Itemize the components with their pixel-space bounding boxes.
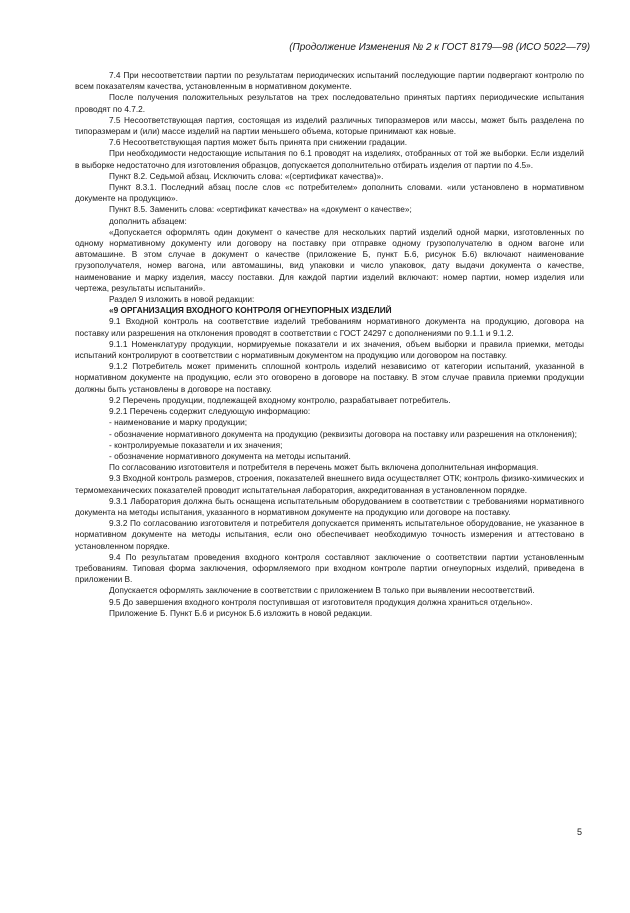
page-number: 5 xyxy=(576,827,582,837)
paragraph: 9.3 Входной контроль размеров, строения, показателей внешнего вида осуществляет ОТК; контроль физико-химических и термомеханических показателей проводит испытательная лаборатория, аккредитованная в установленном порядке. xyxy=(75,473,584,495)
paragraph: По согласованию изготовителя и потребителя в перечень может быть включена дополнительная информация. xyxy=(109,462,539,473)
paragraph: 9.2.1 Перечень содержит следующую информацию: xyxy=(109,406,311,417)
paragraph: Раздел 9 изложить в новой редакции: xyxy=(109,294,255,305)
paragraph: При необходимости недостающие испытания по 6.1 проводят на изделиях, отобранных от той же выборки. Если изделий в выборке недостаточно для изготовления образцов, допускается дополнительно отбирать изделия от партии по 4.5». xyxy=(75,148,584,170)
paragraph: После получения положительных результатов на трех последовательно принятых партиях периодические испытания проводят по 4.7.2. xyxy=(75,92,584,114)
list-item: - контролируемые показатели и их значения; xyxy=(109,439,283,450)
paragraph: Приложение Б. Пункт Б.6 и рисунок Б.6 изложить в новой редакции. xyxy=(109,607,373,618)
paragraph: Пункт 8.2. Седьмой абзац. Исключить слова: «(сертификат качества)». xyxy=(109,170,384,181)
paragraph: дополнить абзацем: xyxy=(109,215,187,226)
paragraph: 7.6 Несоответствующая партия может быть принята при снижении градации. xyxy=(109,137,408,148)
paragraph: Допускается оформлять заключение в соответствии с приложением В только при выявлении несоответствий. xyxy=(109,585,535,596)
paragraph: 9.3.2 По согласованию изготовителя и потребителя допускается применять испытательное оборудование, не указанное в нормативном документе на методы испытания, если оно обеспечивает необходимую точность измерения и аттестовано в установленном порядке. xyxy=(75,518,584,551)
page-header: (Продолжение Изменения № 2 к ГОСТ 8179—98 (ИСО 5022—79) xyxy=(289,42,590,53)
paragraph: 9.5 До завершения входного контроля поступившая от изготовителя продукция должна храниться отдельно». xyxy=(109,596,533,607)
paragraph: 9.4 По результатам проведения входного контроля составляют заключение о соответствии партии установленным требованиям. Типовая форма заключения, оформляемого при входном контроле партии огнеупорных изделий, приведена в приложении В. xyxy=(75,551,584,585)
paragraph: Пункт 8.3.1. Последний абзац после слов «с потребителем» дополнить словами. «или установлено в нормативном документе на продукцию». xyxy=(75,182,584,204)
paragraph: 9.1 Входной контроль на соответствие изделий требованиям нормативного документа на продукцию, договора на поставку или разрешения на отклонения проводят в соответствии с ГОСТ 24297 с дополнениями по 9.1.1 и 9.1.2. xyxy=(75,316,584,338)
paragraph: «Допускается оформлять один документ о качестве для нескольких партий изделий одной марки, изготовленных по одному нормативному документу или договору на поставку при отправке одному грузополучателю в одном вагоне или автомашине. В этом случае в документ о качестве (приложение Б, пункт Б.6, рисунок Б.6) включают наименование грузополучателя, номер вагона, или автомашины, вид упаковки и число упаковок, дату выдачи документа о качестве, наименование и марку изделия, массу поставки. Для каждой партии изделий включают: номер партии, номер изделия или чертежа, результаты испытаний». xyxy=(75,226,584,293)
paragraph: 7.5 Несоответствующая партия, состоящая из изделий различных типоразмеров или массы, может быть разделена по типоразмерам и (или) массе изделий на партии меньшего объема, которые принимают как новые. xyxy=(75,114,584,137)
paragraph: Пункт 8.5. Заменить слова: «сертификат качества» на «документ о качестве»; xyxy=(109,204,412,215)
paragraph: 9.3.1 Лаборатория должна быть оснащена испытательным оборудованием в соответствии с требованиями нормативного документа на методы испытания, указанного в нормативном документе на продукцию или договоре на поставку. xyxy=(75,495,584,517)
list-item: - обозначение нормативного документа на продукцию (реквизиты договора на поставку или разрешения на отклонения); xyxy=(109,428,577,439)
paragraph: 9.1.1 Номенклатуру продукции, нормируемые показатели и их значения, объем выборки и правила приемки, методы испытаний контролируют в соответствии с нормативным документом на продукцию или договором на поставку. xyxy=(75,338,584,361)
section-heading: «9 ОРГАНИЗАЦИЯ ВХОДНОГО КОНТРОЛЯ ОГНЕУПОРНЫХ ИЗДЕЛИЙ xyxy=(109,305,392,316)
list-item: - наименование и марку продукции; xyxy=(109,417,248,428)
paragraph: 7.4 При несоответствии партии по результатам периодических испытаний последующие партии подвергают контролю по всем показателям качества, установленным в нормативном документе. xyxy=(75,70,584,92)
paragraph: 9.2 Перечень продукции, подлежащей входному контролю, разрабатывает потребитель. xyxy=(109,394,451,405)
document-body xyxy=(75,70,584,619)
list-item: - обозначение нормативного документа на методы испытаний. xyxy=(109,450,351,461)
paragraph: 9.1.2 Потребитель может применить сплошной контроль изделий независимо от категории испытаний, указанной в нормативном документе на продукцию, если это оговорено в договоре на поставку. В этом случае правила приемки продукции должны быть установлены в договоре на поставку. xyxy=(75,361,584,394)
